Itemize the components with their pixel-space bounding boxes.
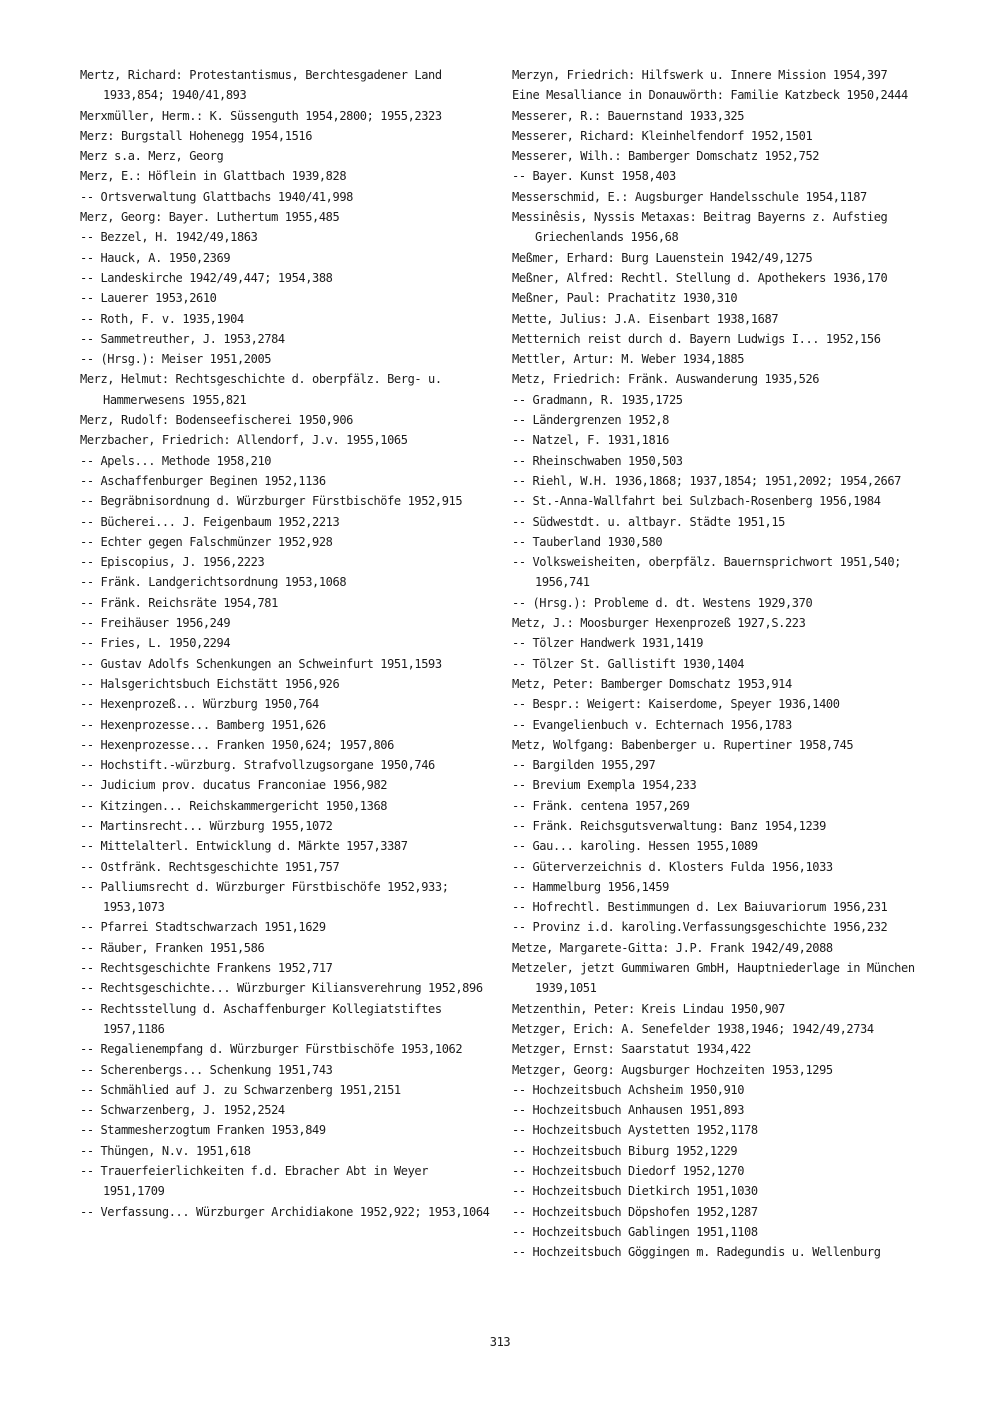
index-entry: -- Thüngen, N.v. 1951,618 [80,1143,251,1158]
index-entry: -- Schmählied auf J. zu Schwarzenberg 1951,2151 [80,1082,401,1097]
index-entry: -- Hochzeitsbuch Diedorf 1952,1270 [512,1164,745,1179]
index-entry: Mertz, Richard: Protestantismus, Berchtesgadener Land 1933,854; 1940/41,893 [80,68,442,103]
index-entry: -- Freihäuser 1956,249 [80,616,231,631]
index-entry: Meßner, Alfred: Rechtl. Stellung d. Apothekers 1936,170 [512,270,888,285]
index-entry: Merz s.a. Merz, Georg [80,149,224,164]
index-entry: -- Hochstift.-würzburg. Strafvollzugsorgane 1950,746 [80,758,435,773]
index-entry: -- Tölzer St. Gallistift 1930,1404 [512,656,745,671]
index-entry: -- Riehl, W.H. 1936,1868; 1937,1854; 1951,2092; 1954,2667 [512,473,902,488]
index-entry: Merz, Rudolf: Bodenseefischerei 1950,906 [80,413,353,428]
index-entry: -- Verfassung... Würzburger Archidiakone 1952,922; 1953,1064 [80,1204,490,1219]
index-entry: Metz, Friedrich: Fränk. Auswanderung 1935,526 [512,372,820,387]
index-entry: -- Räuber, Franken 1951,586 [80,940,265,955]
index-entry: Metzeler, jetzt Gummiwaren GmbH, Hauptniederlage in München 1939,1051 [512,961,915,996]
index-entry: -- Fries, L. 1950,2294 [80,636,231,651]
index-entry: Meßner, Paul: Prachatitz 1930,310 [512,291,738,306]
index-entry: -- Aschaffenburger Beginen 1952,1136 [80,473,326,488]
index-entry: -- Hochzeitsbuch Dietkirch 1951,1030 [512,1184,758,1199]
index-entry: -- Fränk. Landgerichtsordnung 1953,1068 [80,575,347,590]
index-entry: -- Volksweisheiten, oberpfälz. Bauernsprichwort 1951,540; 1956,741 [512,555,902,590]
index-entry: -- Bespr.: Weigert: Kaiserdome, Speyer 1936,1400 [512,697,840,712]
index-entry: -- Lauerer 1953,2610 [80,291,217,306]
index-entry: -- Brevium Exempla 1954,233 [512,778,697,793]
page-number: 313 [489,1335,511,1349]
index-entry: -- Echter gegen Falschmünzer 1952,928 [80,534,333,549]
index-entry: -- Fränk. Reichsgutsverwaltung: Banz 1954,1239 [512,818,826,833]
index-column-right [512,65,927,1263]
index-entry: Metzenthin, Peter: Kreis Lindau 1950,907 [512,1001,785,1016]
index-entry: -- Hochzeitsbuch Göggingen m. Radegundis u. Wellenburg [512,1245,881,1260]
index-entry: -- Bücherei... J. Feigenbaum 1952,2213 [80,514,340,529]
index-entry: -- Ostfränk. Rechtsgeschichte 1951,757 [80,859,340,874]
index-entry: -- Tauberland 1930,580 [512,534,663,549]
index-entry: -- Ländergrenzen 1952,8 [512,413,669,428]
index-entry: Messinêsis, Nyssis Metaxas: Beitrag Bayerns z. Aufstieg Griechenlands 1956,68 [512,210,888,245]
index-entry: -- Judicium prov. ducatus Franconiae 1956,982 [80,778,388,793]
index-entry: -- Hochzeitsbuch Döpshofen 1952,1287 [512,1204,758,1219]
index-entry: -- Gau... karoling. Hessen 1955,1089 [512,839,758,854]
index-entry: -- Hauck, A. 1950,2369 [80,250,231,265]
index-entry: Mette, Julius: J.A. Eisenbart 1938,1687 [512,311,779,326]
index-entry: -- Gustav Adolfs Schenkungen an Schweinfurt 1951,1593 [80,656,442,671]
index-entry: -- Fränk. Reichsräte 1954,781 [80,595,278,610]
index-entry: Metzger, Ernst: Saarstatut 1934,422 [512,1042,751,1057]
index-entry: -- Tölzer Handwerk 1931,1419 [512,636,704,651]
index-entry: -- Begräbnisordnung d. Würzburger Fürstbischöfe 1952,915 [80,494,463,509]
index-entry: -- Regalienempfang d. Würzburger Fürstbischöfe 1953,1062 [80,1042,463,1057]
index-entry: -- Scherenbergs... Schenkung 1951,743 [80,1062,333,1077]
index-entry: -- Südwestdt. u. altbayr. Städte 1951,15 [512,514,785,529]
index-entry: -- Güterverzeichnis d. Klosters Fulda 1956,1033 [512,859,833,874]
index-entry: -- (Hrsg.): Probleme d. dt. Westens 1929,370 [512,595,813,610]
index-entry: -- Hochzeitsbuch Biburg 1952,1229 [512,1143,738,1158]
index-entry: Metternich reist durch d. Bayern Ludwigs I... 1952,156 [512,331,881,346]
index-entry: Merzyn, Friedrich: Hilfswerk u. Innere Mission 1954,397 [512,68,888,82]
index-entry: -- Bezzel, H. 1942/49,1863 [80,230,258,245]
index-entry: -- Hochzeitsbuch Gablingen 1951,1108 [512,1224,758,1239]
index-entry: -- Bayer. Kunst 1958,403 [512,169,676,184]
index-entry: -- Rechtsstellung d. Aschaffenburger Kollegiatstiftes 1957,1186 [80,1001,442,1036]
index-entry: Merxmüller, Herm.: K. Süssenguth 1954,2800; 1955,2323 [80,108,442,123]
index-entry: Merzbacher, Friedrich: Allendorf, J.v. 1955,1065 [80,433,408,448]
index-entry: -- Apels... Methode 1958,210 [80,453,272,468]
index-entry: -- (Hrsg.): Meiser 1951,2005 [80,352,272,367]
index-entry: -- Schwarzenberg, J. 1952,2524 [80,1103,285,1118]
index-entry: -- Hochzeitsbuch Anhausen 1951,893 [512,1103,745,1118]
index-entry: -- Hexenprozesse... Bamberg 1951,626 [80,717,326,732]
index-entry: -- Fränk. centena 1957,269 [512,798,690,813]
index-entry: -- Evangelienbuch v. Echternach 1956,1783 [512,717,792,732]
index-entry: Merz, E.: Höflein in Glattbach 1939,828 [80,169,347,184]
index-column-left [80,65,490,1222]
index-entry: -- Gradmann, R. 1935,1725 [512,392,683,407]
index-entry: Metz, J.: Moosburger Hexenprozeß 1927,S.223 [512,616,806,631]
index-entry: Metze, Margarete-Gitta: J.P. Frank 1942/49,2088 [512,940,833,955]
index-entry: -- Kitzingen... Reichskammergericht 1950,1368 [80,798,388,813]
index-entry: Messerer, R.: Bauernstand 1933,325 [512,108,745,123]
index-entry: Metzger, Georg: Augsburger Hochzeiten 1953,1295 [512,1062,833,1077]
index-entry: -- Hexenprozeß... Würzburg 1950,764 [80,697,319,712]
index-entry: -- Palliumsrecht d. Würzburger Fürstbischöfe 1952,933; 1953,1073 [80,879,449,915]
index-entry: -- Pfarrei Stadtschwarzach 1951,1629 [80,920,326,935]
index-entry: Metzger, Erich: A. Senefelder 1938,1946; 1942/49,2734 [512,1021,874,1036]
index-entry: -- Trauerfeierlichkeiten f.d. Ebracher Abt in Weyer 1951,1709 [80,1164,429,1199]
index-entry: Eine Mesalliance in Donauwörth: Familie Katzbeck 1950,2444 [512,88,908,103]
index-entry: Merz, Helmut: Rechtsgeschichte d. oberpfälz. Berg- u. Hammerwesens 1955,821 [80,372,442,407]
index-entry: -- Martinsrecht... Würzburg 1955,1072 [80,818,333,833]
index-entry: Metz, Peter: Bamberger Domschatz 1953,914 [512,676,792,691]
index-entry: Merz: Burgstall Hohenegg 1954,1516 [80,128,313,143]
index-entry: Mettler, Artur: M. Weber 1934,1885 [512,352,745,367]
index-entry: -- Rechtsgeschichte Frankens 1952,717 [80,961,333,976]
index-entry: Messerer, Wilh.: Bamberger Domschatz 1952,752 [512,149,820,164]
index-entry: -- Natzel, F. 1931,1816 [512,433,669,448]
index-entry: -- St.-Anna-Wallfahrt bei Sulzbach-Rosenberg 1956,1984 [512,494,881,509]
index-entry: -- Bargilden 1955,297 [512,758,656,773]
index-entry: -- Episcopius, J. 1956,2223 [80,555,265,570]
index-entry: -- Hammelburg 1956,1459 [512,879,669,894]
index-entry: -- Hochzeitsbuch Aystetten 1952,1178 [512,1123,758,1138]
index-entry: -- Rheinschwaben 1950,503 [512,453,683,468]
index-entry: Metz, Wolfgang: Babenberger u. Rupertiner 1958,745 [512,737,854,752]
index-entry: -- Halsgerichtsbuch Eichstätt 1956,926 [80,676,340,691]
index-entry: -- Stammesherzogtum Franken 1953,849 [80,1123,326,1138]
index-entry: -- Provinz i.d. karoling.Verfassungsgeschichte 1956,232 [512,920,888,935]
index-entry: -- Rechtsgeschichte... Würzburger Kiliansverehrung 1952,896 [80,981,483,996]
index-entry: -- Hexenprozesse... Franken 1950,624; 1957,806 [80,737,394,752]
index-entry: Messerer, Richard: Kleinhelfendorf 1952,1501 [512,128,813,143]
index-entry: Meßmer, Erhard: Burg Lauenstein 1942/49,1275 [512,250,813,265]
index-entry: Merz, Georg: Bayer. Luthertum 1955,485 [80,210,340,225]
index-entry: -- Mittelalterl. Entwicklung d. Märkte 1957,3387 [80,839,408,854]
index-entry: -- Hofrechtl. Bestimmungen d. Lex Baiuvariorum 1956,231 [512,900,888,915]
index-entry: -- Roth, F. v. 1935,1904 [80,311,244,326]
index-entry: -- Ortsverwaltung Glattbachs 1940/41,998 [80,189,353,204]
index-entry: Messerschmid, E.: Augsburger Handelsschule 1954,1187 [512,189,867,204]
index-entry: -- Sammetreuther, J. 1953,2784 [80,331,285,346]
index-entry: -- Landeskirche 1942/49,447; 1954,388 [80,270,333,285]
index-entry: -- Hochzeitsbuch Achsheim 1950,910 [512,1082,745,1097]
